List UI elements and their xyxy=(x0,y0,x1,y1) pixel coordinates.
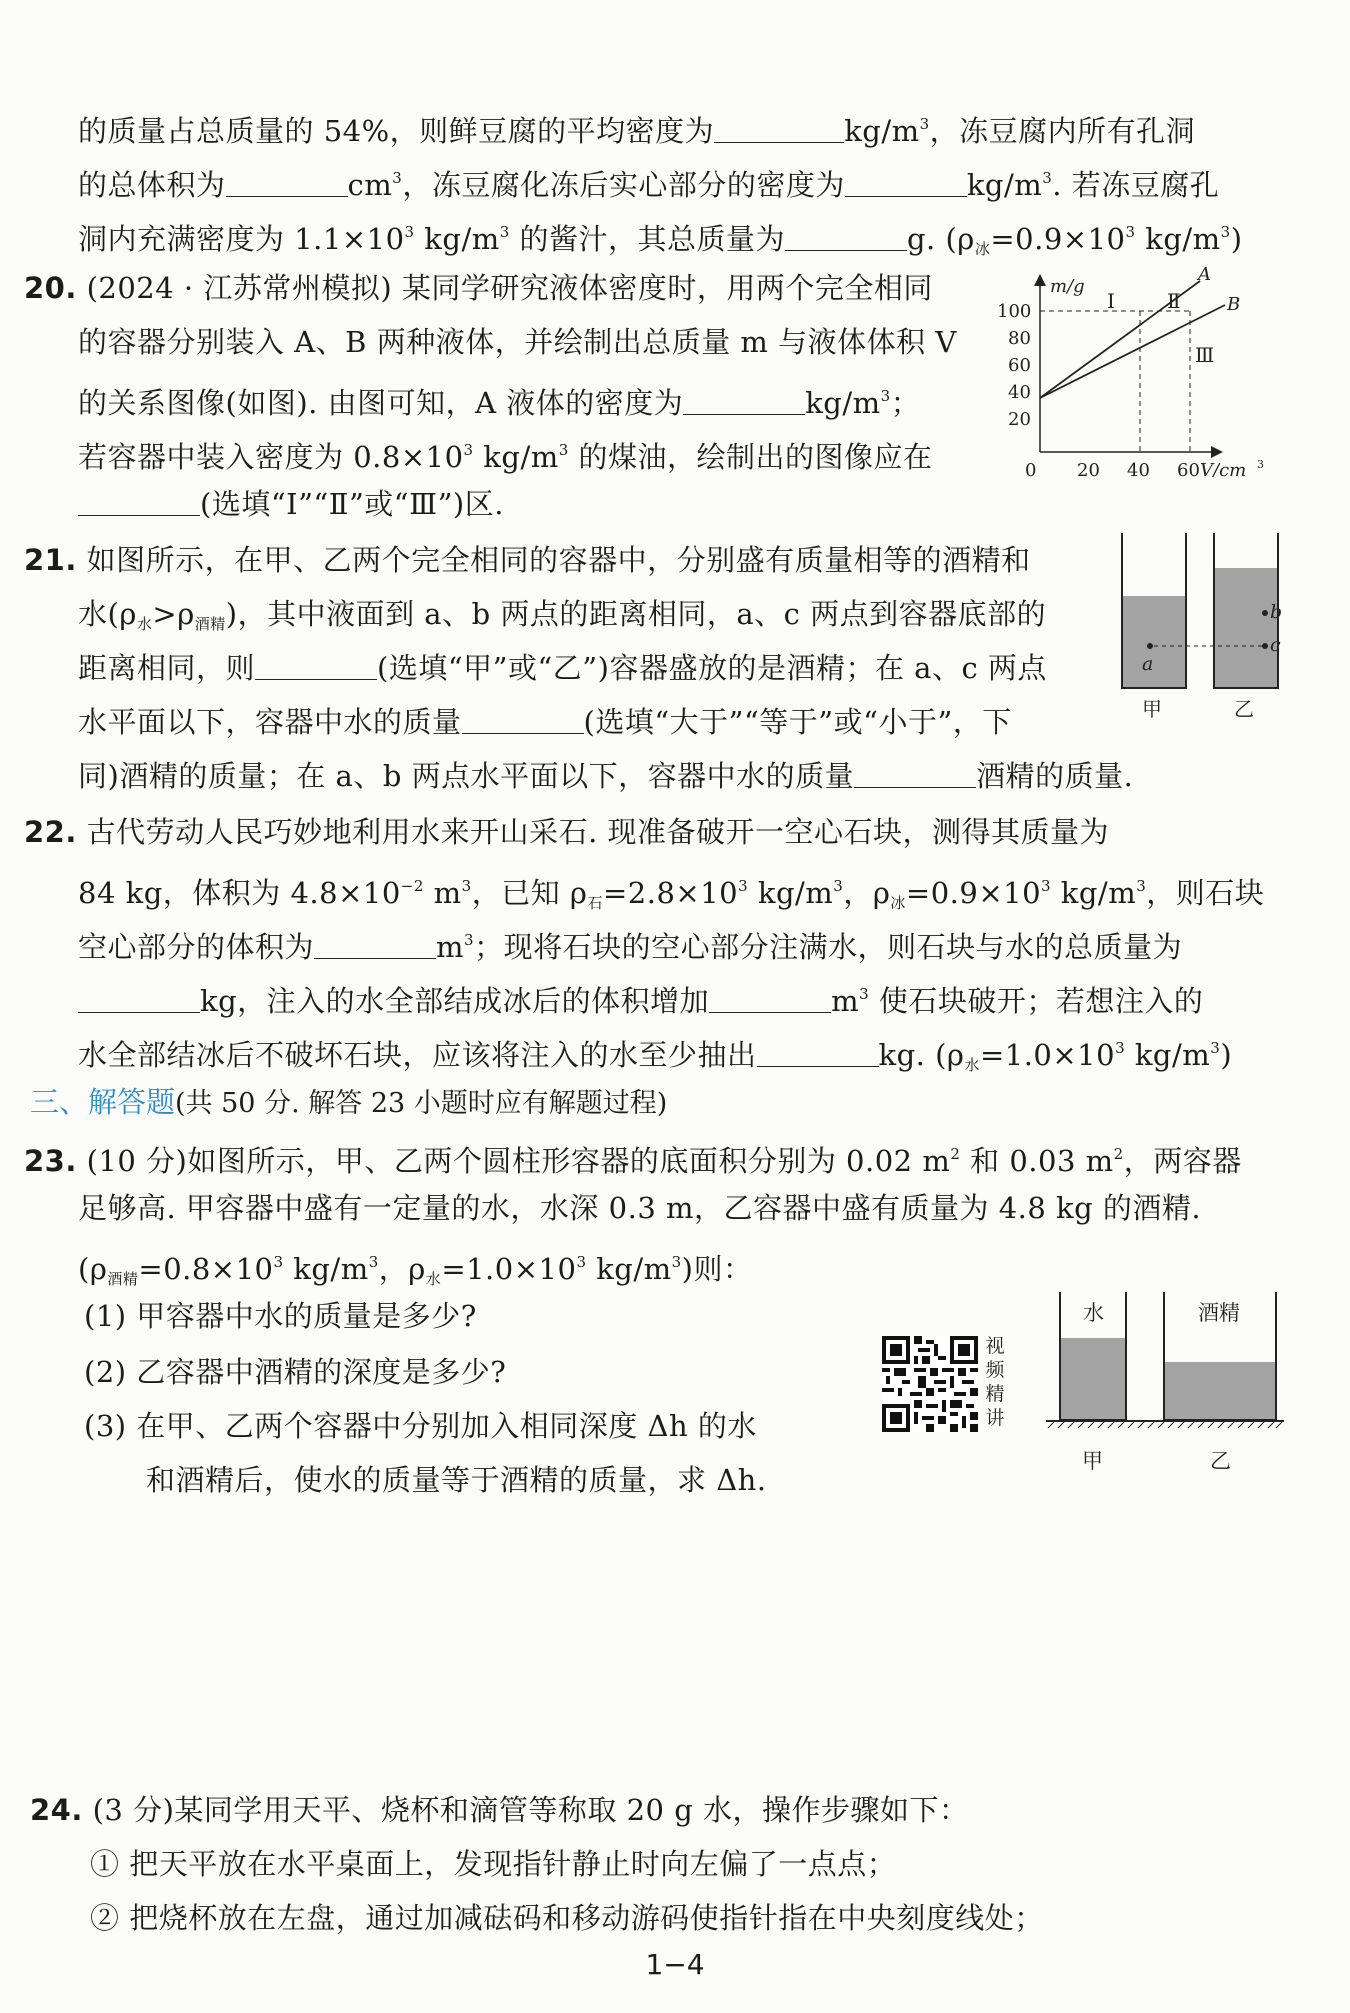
text: (1) 甲容器中水的质量是多少? xyxy=(84,1299,477,1333)
text: (ρ xyxy=(78,1252,108,1286)
text: (选填“大于”“等于”或“小于”，下 xyxy=(583,705,1012,739)
q23-part-3a xyxy=(84,1406,757,1446)
unit: kg/m xyxy=(748,876,834,910)
text: (2) 乙容器中酒精的深度是多少? xyxy=(84,1355,507,1389)
unit: kg/m xyxy=(283,1252,369,1286)
subscript: 酒精 xyxy=(107,1270,139,1288)
x-tick-60: 60 xyxy=(1177,460,1200,477)
answer-blank[interactable] xyxy=(785,222,907,251)
x-tick-20: 20 xyxy=(1077,460,1100,477)
q23-line-2 xyxy=(78,1188,1201,1228)
q23-line-1 xyxy=(24,1134,1242,1181)
unit: kg/m xyxy=(844,114,920,148)
unit: kg/m xyxy=(805,386,881,420)
x-axis-label-sup: 3 xyxy=(1257,458,1264,471)
text: . 若冻豆腐孔 xyxy=(1052,168,1220,202)
label-jia: 甲 xyxy=(1082,1449,1103,1473)
yi-liquid xyxy=(1214,568,1278,688)
text: 若容器中装入密度为 0.8×10 xyxy=(78,440,464,474)
q23-containers-figure xyxy=(1040,1290,1285,1480)
superscript: 3 xyxy=(404,223,415,241)
question-number: 24. xyxy=(30,1793,83,1827)
text: )，其中液面到 a、b 两点的距离相同，a、c 两点到容器底部的 xyxy=(225,597,1047,631)
subscript: 水 xyxy=(136,615,153,633)
unit: m xyxy=(436,930,465,964)
superscript: 3 xyxy=(1220,223,1231,241)
superscript: 3 xyxy=(1115,1039,1126,1057)
text: 洞内充满密度为 1.1×10 xyxy=(78,222,405,256)
unit: kg/m xyxy=(1135,222,1221,256)
q23-part-3b xyxy=(146,1460,767,1500)
text: =1.0×10 xyxy=(979,1038,1116,1072)
text: kg，注入的水全部结成冰后的体积增加 xyxy=(200,984,710,1018)
subscript: 石 xyxy=(587,894,603,912)
text: )则： xyxy=(681,1252,753,1286)
superscript: 3 xyxy=(919,115,930,133)
q21-line-4 xyxy=(78,702,1012,742)
q21-containers-figure xyxy=(1110,528,1290,718)
answer-blank[interactable] xyxy=(314,930,436,959)
text: ，两容器 xyxy=(1123,1144,1242,1178)
text: ； xyxy=(890,386,921,420)
zone-2-label: Ⅱ xyxy=(1167,289,1181,313)
point-b xyxy=(1262,610,1268,616)
text: 水平面以下，容器中水的质量 xyxy=(78,705,462,739)
text: g. (ρ xyxy=(906,222,975,256)
text: 84 kg，体积为 4.8×10 xyxy=(78,876,401,910)
y-tick-60: 60 xyxy=(1008,355,1031,376)
subscript: 冰 xyxy=(974,240,991,258)
text: 古代劳动人民巧妙地利用水来开山采石. 现准备破开一空心石块，测得其质量为 xyxy=(86,815,1110,849)
text: 和 0.03 m xyxy=(960,1144,1114,1178)
superscript: 3 xyxy=(463,441,474,459)
subscript: 水 xyxy=(964,1056,980,1074)
yi-alcohol xyxy=(1164,1362,1276,1420)
zone-3-label: Ⅲ xyxy=(1195,343,1215,367)
text: =0.9×10 xyxy=(905,876,1042,910)
q20-line-1 xyxy=(24,268,933,308)
y-tick-40: 40 xyxy=(1008,382,1031,403)
answer-blank[interactable] xyxy=(845,168,967,197)
qr-label: 视频精讲 xyxy=(985,1335,1005,1429)
q22-line-3 xyxy=(78,920,1182,967)
text: 空心部分的体积为 xyxy=(78,930,315,964)
label-water: 水 xyxy=(1083,1301,1104,1325)
answer-blank[interactable] xyxy=(854,759,976,788)
text: kg. (ρ xyxy=(878,1038,965,1072)
answer-blank[interactable] xyxy=(757,1038,879,1067)
superscript: 3 xyxy=(392,169,403,187)
unit: kg/m xyxy=(1051,876,1137,910)
q22-line-1 xyxy=(24,812,1109,852)
text: (选填“Ⅰ”“Ⅱ”或“Ⅲ”)区. xyxy=(200,487,504,521)
question-number: 21. xyxy=(24,543,77,577)
superscript: 3 xyxy=(1125,223,1136,241)
ground-hatching xyxy=(1048,1421,1283,1428)
text: 的容器分别装入 A、B 两种液体，并绘制出总质量 m 与液体体积 V xyxy=(78,325,957,359)
unit: cm xyxy=(347,168,393,202)
y-tick-100: 100 xyxy=(997,301,1032,322)
label-yi: 乙 xyxy=(1210,1449,1231,1473)
mass-volume-graph xyxy=(995,262,1285,477)
superscript: 3 xyxy=(833,877,844,895)
x-tick-0: 0 xyxy=(1025,460,1037,477)
q20-line-2 xyxy=(78,322,957,362)
text: =0.9×10 xyxy=(990,222,1126,256)
superscript: 3 xyxy=(273,1253,284,1271)
answer-blank[interactable] xyxy=(709,984,831,1013)
text: 的酱汁，其总质量为 xyxy=(509,222,785,256)
q24-step-2 xyxy=(90,1898,1044,1938)
superscript: 3 xyxy=(671,1253,682,1271)
answer-blank[interactable] xyxy=(683,386,805,415)
text: (10 分)如图所示，甲、乙两个圆柱形容器的底面积分别为 0.02 m xyxy=(86,1144,951,1178)
text: =2.8×10 xyxy=(602,876,739,910)
answer-blank[interactable] xyxy=(78,984,200,1013)
x-tick-40: 40 xyxy=(1127,460,1150,477)
question-number: 23. xyxy=(24,1144,77,1178)
text: ，冻豆腐化冻后实心部分的密度为 xyxy=(402,168,845,202)
superscript: 3 xyxy=(1136,877,1147,895)
text: (3) 在甲、乙两个容器中分别加入相同深度 Δh 的水 xyxy=(84,1409,757,1443)
prev-line-3 xyxy=(78,212,1243,269)
text: 和酒精后，使水的质量等于酒精的质量，求 Δh. xyxy=(146,1463,767,1497)
q20-line-3 xyxy=(78,376,920,423)
text: =1.0×10 xyxy=(441,1252,577,1286)
text: ② 把烧杯放在左盘，通过加减砝码和移动游码使指针指在中央刻度线处； xyxy=(90,1901,1044,1935)
text: ，已知 ρ xyxy=(471,876,588,910)
text: 距离相同，则 xyxy=(78,651,256,685)
text: ，则石块 xyxy=(1146,876,1265,910)
answer-blank[interactable] xyxy=(462,705,584,734)
zone-1-label: Ⅰ xyxy=(1107,289,1115,313)
q24-step-1 xyxy=(90,1844,896,1884)
label-yi: 乙 xyxy=(1234,697,1254,718)
text: ；现将石块的空心部分注满水，则石块与水的总质量为 xyxy=(474,930,1183,964)
section-note: (共 50 分. 解答 23 小题时应有解题过程) xyxy=(175,1088,668,1119)
answer-blank[interactable] xyxy=(226,168,348,197)
jia-liquid xyxy=(1122,596,1186,688)
unit: kg/m xyxy=(414,222,500,256)
q23-part-2 xyxy=(84,1352,506,1392)
text: 水全部结冰后不破坏石块，应该将注入的水至少抽出 xyxy=(78,1038,757,1072)
superscript: 3 xyxy=(1041,877,1052,895)
superscript: 3 xyxy=(738,877,749,895)
text: 的煤油，绘制出的图像应在 xyxy=(568,440,933,474)
label-alcohol: 酒精 xyxy=(1198,1301,1240,1325)
text: ) xyxy=(1220,1038,1233,1072)
answer-blank[interactable] xyxy=(714,114,844,143)
page-number: 1−4 xyxy=(645,1948,705,1981)
text: 使石块破开；若想注入的 xyxy=(869,984,1204,1018)
text: (3 分)某同学用天平、烧杯和滴管等称取 20 g 水，操作步骤如下： xyxy=(92,1793,969,1827)
text: (选填“甲”或“乙”)容器盛放的是酒精；在 a、c 两点 xyxy=(377,651,1047,685)
text: 如图所示，在甲、乙两个完全相同的容器中，分别盛有质量相等的酒精和 xyxy=(86,543,1031,577)
text: ① 把天平放在水平桌面上，发现指针静止时向左偏了一点点； xyxy=(90,1847,897,1881)
q22-line-2 xyxy=(78,866,1264,923)
text: 的质量占总质量的 54%，则鲜豆腐的平均密度为 xyxy=(78,114,715,148)
q23-part-1 xyxy=(84,1296,477,1336)
text: =0.8×10 xyxy=(138,1252,274,1286)
y-axis-label: m/g xyxy=(1050,276,1085,297)
q20-line-4 xyxy=(78,430,933,477)
unit: kg/m xyxy=(1125,1038,1211,1072)
text: 足够高. 甲容器中盛有一定量的水，水深 0.3 m，乙容器中盛有质量为 4.8 kg 的酒精. xyxy=(78,1191,1202,1225)
answer-blank[interactable] xyxy=(255,651,377,680)
jia-water xyxy=(1060,1338,1126,1420)
subscript: 水 xyxy=(425,1270,442,1288)
section-heading xyxy=(30,1082,667,1124)
text: >ρ xyxy=(152,597,195,631)
text: (2024 · 江苏常州模拟) 某同学研究液体密度时，用两个完全相同 xyxy=(86,271,933,305)
text: ，冻豆腐内所有孔洞 xyxy=(929,114,1196,148)
q21-line-2 xyxy=(78,594,1046,644)
prev-line-1 xyxy=(78,104,1195,151)
q21-line-5 xyxy=(78,756,1133,796)
section-title: 三、解答题 xyxy=(30,1085,176,1119)
superscript: 3 xyxy=(859,985,870,1003)
subscript: 酒精 xyxy=(194,615,226,633)
superscript: 3 xyxy=(1210,1039,1221,1057)
unit: kg/m xyxy=(586,1252,672,1286)
text: 的总体积为 xyxy=(78,168,226,202)
label-jia: 甲 xyxy=(1142,697,1162,718)
label-a: a xyxy=(1142,653,1154,675)
superscript: 3 xyxy=(464,931,475,949)
text: 同)酒精的质量；在 a、b 两点水平面以下，容器中水的质量 xyxy=(78,759,855,793)
point-c xyxy=(1262,643,1268,649)
label-c: c xyxy=(1270,634,1281,656)
label-b: b xyxy=(1270,601,1283,623)
text: 水(ρ xyxy=(78,597,137,631)
q22-line-4 xyxy=(78,974,1203,1021)
superscript: 3 xyxy=(558,441,569,459)
superscript: 3 xyxy=(880,387,891,405)
text: 酒精的质量. xyxy=(976,759,1134,793)
answer-blank[interactable] xyxy=(78,487,200,516)
unit: kg/m xyxy=(473,440,559,474)
q21-line-3 xyxy=(78,648,1047,688)
text: ，ρ xyxy=(378,1252,426,1286)
y-tick-80: 80 xyxy=(1008,328,1031,349)
y-tick-20: 20 xyxy=(1008,409,1031,430)
subscript: 冰 xyxy=(890,894,906,912)
qr-code[interactable] xyxy=(882,1336,978,1432)
unit: m xyxy=(831,984,860,1018)
text: ，ρ xyxy=(843,876,891,910)
superscript: 3 xyxy=(368,1253,379,1271)
superscript: 3 xyxy=(576,1253,587,1271)
q22-line-5 xyxy=(78,1028,1232,1085)
question-number: 20. xyxy=(24,271,77,305)
q23-line-3 xyxy=(78,1242,752,1299)
text: 的关系图像(如图). 由图可知，A 液体的密度为 xyxy=(78,386,684,420)
superscript: 2 xyxy=(950,1145,961,1163)
x-axis-label: V/cm xyxy=(1200,460,1247,477)
superscript: 3 xyxy=(1042,169,1053,187)
line-a-label: A xyxy=(1198,264,1211,285)
line-b-label: B xyxy=(1227,294,1241,315)
point-a xyxy=(1147,643,1153,649)
superscript: −2 xyxy=(400,877,424,895)
q21-line-1 xyxy=(24,540,1031,580)
superscript: 3 xyxy=(499,223,510,241)
superscript: 3 xyxy=(461,877,472,895)
prev-line-2 xyxy=(78,158,1219,205)
question-number: 22. xyxy=(24,815,77,849)
unit: m xyxy=(423,876,462,910)
q24-line-1 xyxy=(30,1790,969,1830)
superscript: 2 xyxy=(1113,1145,1124,1163)
q20-line-5 xyxy=(78,484,504,524)
text: ) xyxy=(1230,222,1243,256)
unit: kg/m xyxy=(966,168,1043,202)
